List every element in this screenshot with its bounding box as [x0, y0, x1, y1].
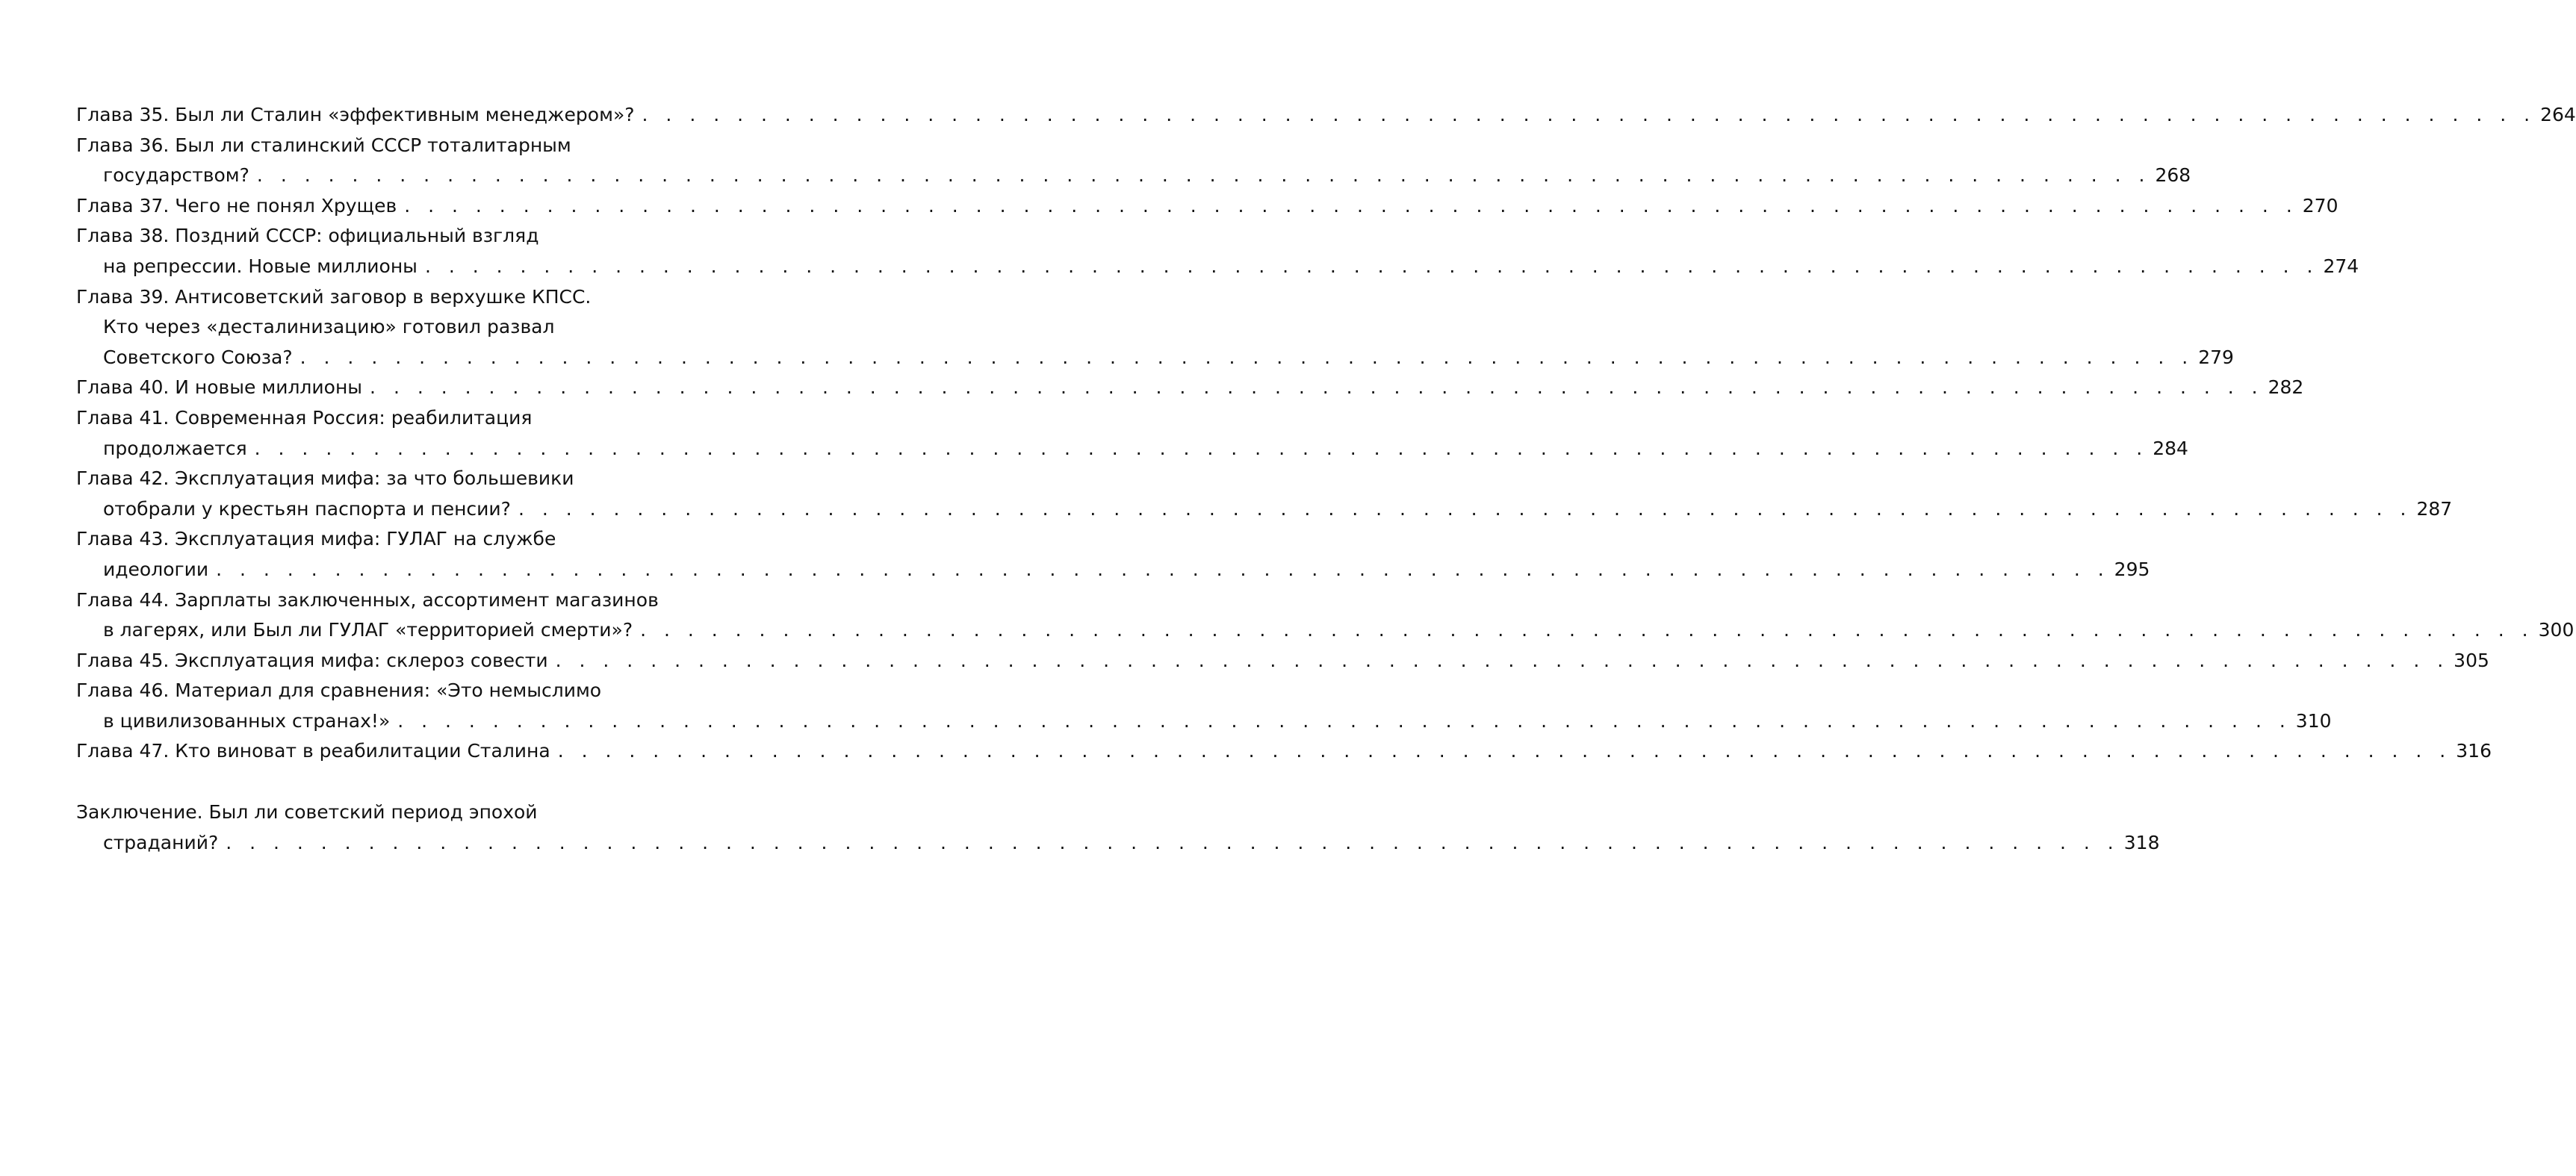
- toc-entry-title: Глава 38. Поздний СССР: официальный взгляд: [76, 225, 539, 247]
- toc-page-number: 268: [2155, 164, 2191, 187]
- toc-entry-title: Советского Союза?: [103, 346, 293, 368]
- toc-page-number: 310: [2295, 709, 2332, 732]
- toc-page-number: 318: [2123, 831, 2160, 853]
- toc-line: [76, 555, 2150, 585]
- dot-leader: . . . . . . . . . . . . . . . . . . . . . . . . . . . . . . . . . . . . . . . . . . . . . . . . . . . . . . . . . . . . . . . . . . . . . . . . . . . . . . . .: [642, 104, 2536, 125]
- toc-entry: [76, 282, 2234, 373]
- toc-entry-title: Заключение. Был ли советский период эпохой: [76, 801, 538, 824]
- toc-page-number: 264: [2540, 104, 2576, 125]
- section-gap: [76, 767, 662, 797]
- toc-page-number: 300: [2538, 619, 2575, 641]
- dot-leader: . . . . . . . . . . . . . . . . . . . . . . . . . . . . . . . . . . . . . . . . . . . . . . . . . . . . . . . . . . . . . . . . . . . . . . . . . . . . . . . .: [256, 164, 2151, 187]
- toc-entry-title: Глава 44. Зарплаты заключенных, ассортимент магазинов: [76, 588, 659, 611]
- dot-leader: . . . . . . . . . . . . . . . . . . . . . . . . . . . . . . . . . . . . . . . . . . . . . . . . . . . . . . . . . . . . . . . . . . . . . . . . . . . . . . . .: [226, 831, 2120, 853]
- toc-line: [76, 191, 2338, 222]
- toc-page-number: 305: [2454, 649, 2489, 671]
- toc-entry: [76, 797, 2160, 858]
- toc-line: [76, 646, 2489, 676]
- toc-entry: [76, 524, 2150, 585]
- toc-entry-title: Глава 45. Эксплуатация мифа: склероз совести: [76, 649, 548, 671]
- toc-entry-title: Глава 36. Был ли сталинский СССР тоталитарным: [76, 134, 571, 156]
- toc-line: [76, 494, 2453, 525]
- toc-page-number: 316: [2456, 740, 2492, 762]
- toc-entry-title: Глава 41. Современная Россия: реабилитация: [76, 406, 533, 429]
- dot-leader: . . . . . . . . . . . . . . . . . . . . . . . . . . . . . . . . . . . . . . . . . . . . . . . . . . . . . . . . . . . . . . . . . . . . . . . . . . . . . . . .: [300, 346, 2194, 368]
- toc-entry-title: государством?: [103, 164, 249, 187]
- toc-entry: [76, 646, 2489, 676]
- toc-entry-title: продолжается: [103, 437, 247, 459]
- dot-leader: . . . . . . . . . . . . . . . . . . . . . . . . . . . . . . . . . . . . . . . . . . . . . . . . . . . . . . . . . . . . . . . . . . . . . . . . . . . . . . . .: [518, 497, 2412, 520]
- table-of-contents: [76, 100, 2576, 858]
- toc-entry-title: в цивилизованных странах!»: [103, 709, 391, 732]
- dot-leader: . . . . . . . . . . . . . . . . . . . . . . . . . . . . . . . . . . . . . . . . . . . . . . . . . . . . . . . . . . . . . . . . . . . . . . . . . . . . . . . .: [404, 194, 2298, 217]
- toc-entry-title: отобрали у крестьян паспорта и пенсии?: [103, 497, 511, 520]
- toc-line: [76, 343, 2234, 373]
- toc-line: [76, 161, 2191, 191]
- toc-page-number: 295: [2114, 558, 2150, 580]
- dot-leader: . . . . . . . . . . . . . . . . . . . . . . . . . . . . . . . . . . . . . . . . . . . . . . . . . . . . . . . . . . . . . . . . . . . . . . . . . . . . . . . .: [254, 437, 2149, 459]
- toc-line: [76, 373, 2304, 403]
- toc-entry-title: Глава 37. Чего не понял Хрущев: [76, 194, 397, 217]
- dot-leader: . . . . . . . . . . . . . . . . . . . . . . . . . . . . . . . . . . . . . . . . . . . . . . . . . . . . . . . . . . . . . . . . . . . . . . . . . . . . . . . .: [397, 709, 2291, 732]
- toc-page-number: 270: [2302, 194, 2338, 217]
- toc-entry: [76, 464, 2453, 524]
- dot-leader: . . . . . . . . . . . . . . . . . . . . . . . . . . . . . . . . . . . . . . . . . . . . . . . . . . . . . . . . . . . . . . . . . . . . . . . . . . . . . . . .: [424, 255, 2319, 277]
- toc-entry: [76, 100, 2576, 131]
- toc-entry-title: Глава 47. Кто виноват в реабилитации Сталина: [76, 740, 550, 762]
- dot-leader: . . . . . . . . . . . . . . . . . . . . . . . . . . . . . . . . . . . . . . . . . . . . . . . . . . . . . . . . . . . . . . . . . . . . . . . . . . . . . . . .: [640, 619, 2534, 641]
- toc-entry-title: Глава 40. И новые миллионы: [76, 376, 363, 399]
- toc-line: [76, 100, 2576, 131]
- toc-entry-title: Глава 43. Эксплуатация мифа: ГУЛАГ на службе: [76, 528, 556, 550]
- toc-entry: [76, 191, 2338, 222]
- toc-line: [76, 434, 2188, 464]
- toc-entry: [76, 403, 2188, 464]
- toc-page-number: 274: [2323, 255, 2359, 277]
- toc-entry-title: Глава 42. Эксплуатация мифа: за что большевики: [76, 467, 574, 490]
- dot-leader: . . . . . . . . . . . . . . . . . . . . . . . . . . . . . . . . . . . . . . . . . . . . . . . . . . . . . . . . . . . . . . . . . . . . . . . . . . . . . . . .: [557, 740, 2452, 762]
- toc-entry: [76, 373, 2304, 403]
- toc-line: [76, 828, 2160, 859]
- toc-entry: [76, 131, 2191, 191]
- toc-line: [76, 706, 2332, 737]
- toc-line: [76, 615, 2575, 646]
- dot-leader: . . . . . . . . . . . . . . . . . . . . . . . . . . . . . . . . . . . . . . . . . . . . . . . . . . . . . . . . . . . . . . . . . . . . . . . . . . . . . . . .: [216, 558, 2110, 580]
- toc-entry-title: идеологии: [103, 558, 209, 580]
- toc-entry: [76, 736, 2492, 767]
- toc-entry-title: Глава 39. Антисоветский заговор в верхушке КПСС.: [76, 285, 592, 308]
- toc-entry: [76, 676, 2332, 736]
- toc-line: [76, 252, 2359, 282]
- toc-entry-title: Кто через «десталинизацию» готовил развал: [103, 316, 555, 338]
- toc-line: [76, 736, 2492, 767]
- toc-page-number: 284: [2153, 437, 2188, 459]
- toc-page-number: 282: [2268, 376, 2304, 399]
- dot-leader: . . . . . . . . . . . . . . . . . . . . . . . . . . . . . . . . . . . . . . . . . . . . . . . . . . . . . . . . . . . . . . . . . . . . . . . . . . . . . . . .: [370, 376, 2264, 399]
- toc-entry: [76, 221, 2359, 281]
- toc-entry-title: Глава 35. Был ли Сталин «эффективным менеджером»?: [76, 104, 635, 125]
- toc-entry: [76, 585, 2575, 646]
- toc-page-number: 287: [2416, 497, 2453, 520]
- toc-entry-title: страданий?: [103, 831, 219, 853]
- toc-entry-title: на репрессии. Новые миллионы: [103, 255, 418, 277]
- toc-entry-title: Глава 46. Материал для сравнения: «Это немыслимо: [76, 679, 602, 702]
- toc-entry-title: в лагерях, или Был ли ГУЛАГ «территорией смерти»?: [103, 619, 633, 641]
- toc-page-number: 279: [2198, 346, 2234, 368]
- dot-leader: . . . . . . . . . . . . . . . . . . . . . . . . . . . . . . . . . . . . . . . . . . . . . . . . . . . . . . . . . . . . . . . . . . . . . . . . . . . . . . . .: [555, 649, 2450, 671]
